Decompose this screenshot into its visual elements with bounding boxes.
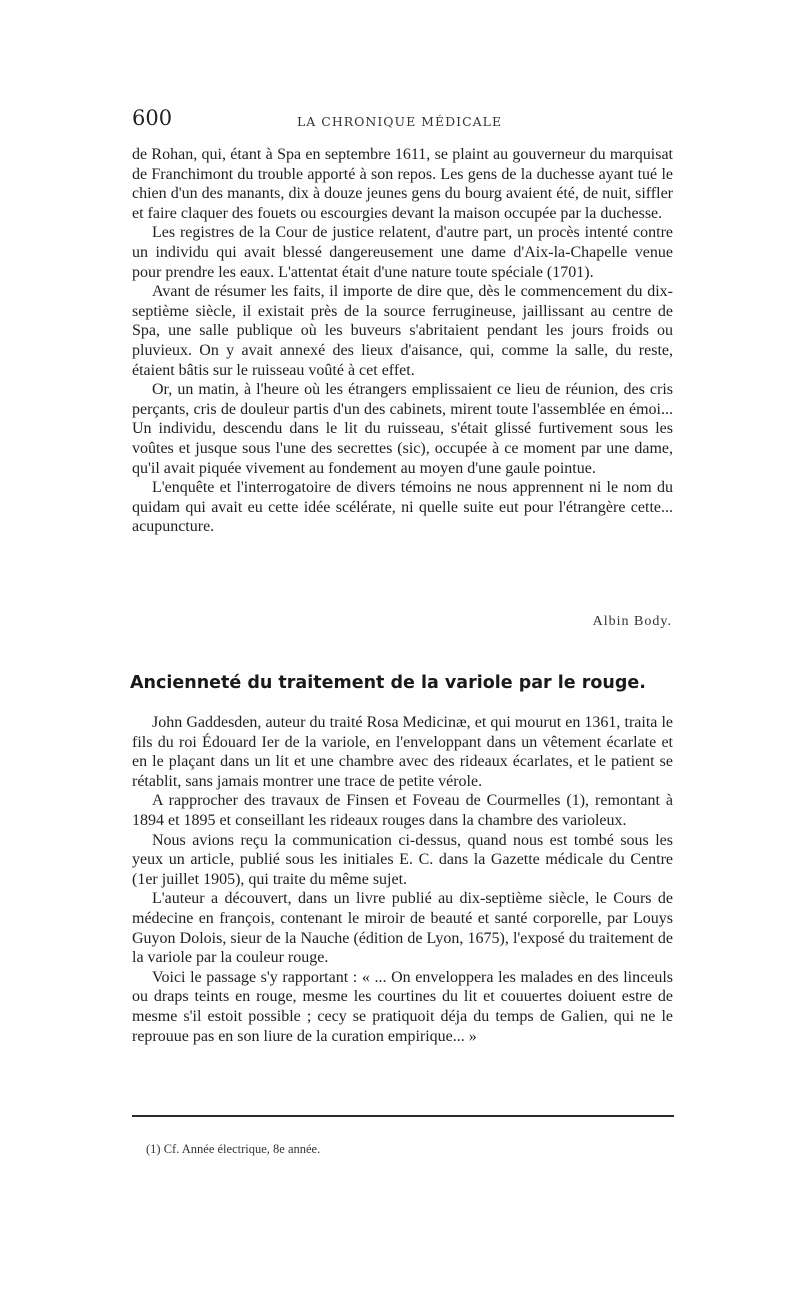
paragraph: John Gaddesden, auteur du traité Rosa Medicinæ, et qui mourut en 1361, traita le fils du roi Édouard Ier de la variole, en l'enveloppant dans un vêtement écarlate et en le plaçant dans un lit et une chambre avec des rideaux écarlates, et le patient se rétablit, sans jamais montrer une trace de petite vérole. [132, 714, 673, 790]
paragraph: de Rohan, qui, étant à Spa en septembre 1611, se plaint au gouverneur du marquisat de Franchimont du trouble apporté à son repos. Les gens de la duchesse ayant tué le chien d'un des manants, dix à douze jeunes gens du bourg avaient été, de nuit, siffler et faire claquer des fouets ou escourgies devant la maison occupée par la duchesse. [132, 146, 673, 222]
paragraph: L'auteur a découvert, dans un livre publié au dix-septième siècle, le Cours de médecine en françois, contenant le miroir de beauté et santé corporelle, par Louys Guyon Dolois, sieur de la Nauche (édition de Lyon, 1675), l'exposé du traitement de la variole par la couleur rouge. [132, 890, 673, 967]
paragraph: A rapprocher des travaux de Finsen et Foveau de Courmelles (1), remontant à 1894 et 1895 et conseillant les rideaux rouges dans la chambre des varioleux. [132, 792, 673, 829]
paragraph: Or, un matin, à l'heure où les étrangers emplissaient ce lieu de réunion, des cris perçants, cris de douleur partis d'un des cabinets, mirent toute l'assemblée en émoi... Un individu, descendu dans le lit du ruisseau, s'était glissé furtivement sous les voûtes et jusque sous l'une des secrettes (sic), occupée à ce moment par une dame, qu'il avait piquée vivement au fondement au moyen d'une gaule pointue. [132, 381, 673, 477]
paragraph: Voici le passage s'y rapportant : « ... On enveloppera les malades en des linceuls ou draps teints en rouge, mesme les courtines du lit et couuertes doiuent estre de mesme s'il estoit possible ; cecy se pratiquoit déja du temps de Galien, qui ne le reprouue pas en son liure de la curation empirique... » [132, 968, 673, 1045]
paragraph: Avant de résumer les faits, il importe de dire que, dès le commencement du dix-septième siècle, il existait près de la source ferrugineuse, jaillissant au centre de Spa, une salle publique où les buveurs s'abritaient pendant les jours froids ou pluvieux. On y avait annexé des lieux d'aisance, qui, comme la salle, du reste, étaient bâtis sur le ruisseau voûté à cet effet. [132, 283, 673, 379]
page-header [132, 106, 680, 136]
paragraph: Nous avions reçu la communication ci-dessus, quand nous est tombé sous les yeux un article, publié sous les initiales E. C. dans la Gazette médicale du Centre (1er juillet 1905), qui traite du même sujet. [132, 831, 673, 888]
author-signature: Albin Body. [592, 614, 672, 629]
paragraph: Les registres de la Cour de justice relatent, d'autre part, un procès intenté contre un individu qui avait blessé dangereusement une dame d'Aix-la-Chapelle venue pour prendre les eaux. L'attentat était d'une nature toute spéciale (1701). [132, 224, 673, 281]
article-continuation [132, 145, 673, 537]
page-number: 600 [132, 106, 173, 130]
section-title: Ancienneté du traitement de la variole par le rouge. [130, 673, 646, 693]
article-body [132, 713, 673, 1046]
paragraph: L'enquête et l'interrogatoire de divers témoins ne nous apprennent ni le nom du quidam qui avait eu cette idée scélérate, ni quelle suite eut pour l'étrangère cette... acupuncture. [132, 479, 673, 536]
running-title: LA CHRONIQUE MÉDICALE [297, 114, 503, 129]
footnote: (1) Cf. Année électrique, 8e année. [146, 1142, 321, 1156]
footnote-divider [132, 1115, 674, 1117]
